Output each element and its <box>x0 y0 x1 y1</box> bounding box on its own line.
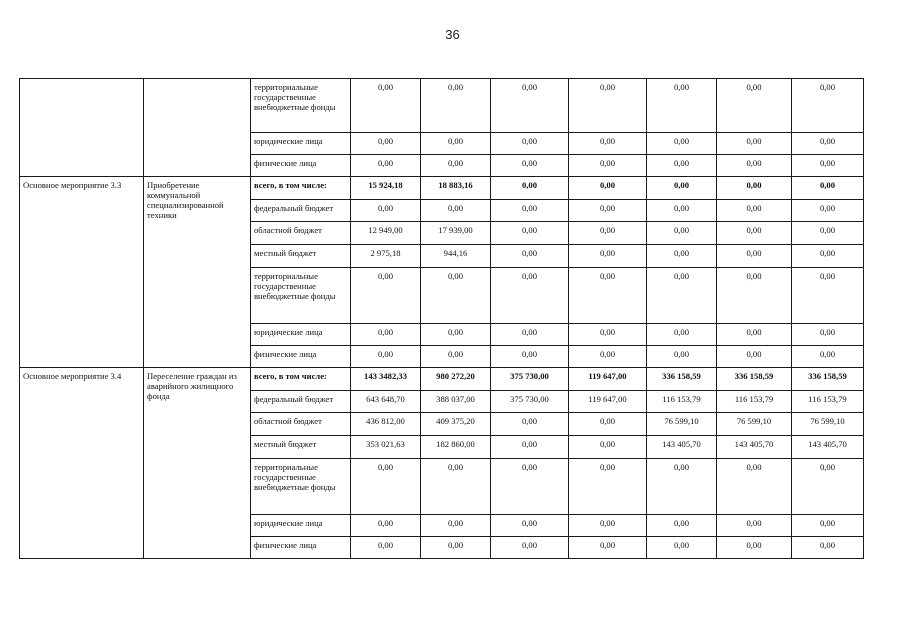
amount-cell: 0,00 <box>647 200 717 222</box>
amount-cell: 0,00 <box>792 177 864 200</box>
amount-cell: 0,00 <box>569 177 647 200</box>
amount-cell: 143 3482,33 <box>351 368 421 391</box>
amount-cell: 0,00 <box>569 459 647 515</box>
amount-cell: 0,00 <box>792 200 864 222</box>
amount-cell: 0,00 <box>717 268 792 324</box>
amount-cell: 0,00 <box>569 324 647 346</box>
activity-name-cell <box>144 79 251 177</box>
amount-cell: 0,00 <box>491 413 569 436</box>
amount-cell: 0,00 <box>569 222 647 245</box>
amount-cell: 17 939,00 <box>421 222 491 245</box>
amount-cell: 388 037,00 <box>421 391 491 413</box>
amount-cell: 0,00 <box>421 155 491 177</box>
funding-source-cell: территориальные государственные внебюджетные фонды <box>251 79 351 133</box>
funding-source-cell: юридические лица <box>251 324 351 346</box>
amount-cell: 0,00 <box>491 324 569 346</box>
amount-cell: 0,00 <box>647 79 717 133</box>
amount-cell: 0,00 <box>792 222 864 245</box>
amount-cell: 0,00 <box>351 346 421 368</box>
funding-source-cell: всего, в том числе: <box>251 368 351 391</box>
amount-cell: 0,00 <box>792 346 864 368</box>
amount-cell: 0,00 <box>421 324 491 346</box>
funding-source-cell: областной бюджет <box>251 222 351 245</box>
activity-cell: Основное мероприятие 3.4 <box>20 368 144 559</box>
amount-cell: 0,00 <box>569 245 647 268</box>
amount-cell: 336 158,59 <box>717 368 792 391</box>
amount-cell: 182 860,00 <box>421 436 491 459</box>
amount-cell: 336 158,59 <box>647 368 717 391</box>
amount-cell: 15 924,18 <box>351 177 421 200</box>
amount-cell: 116 153,79 <box>647 391 717 413</box>
amount-cell: 0,00 <box>717 537 792 559</box>
amount-cell: 0,00 <box>351 537 421 559</box>
funding-source-cell: территориальные государственные внебюджетные фонды <box>251 459 351 515</box>
amount-cell: 0,00 <box>351 79 421 133</box>
amount-cell: 0,00 <box>717 515 792 537</box>
amount-cell: 0,00 <box>792 515 864 537</box>
amount-cell: 0,00 <box>491 200 569 222</box>
amount-cell: 0,00 <box>491 177 569 200</box>
amount-cell: 0,00 <box>792 324 864 346</box>
amount-cell: 76 599,10 <box>792 413 864 436</box>
amount-cell: 0,00 <box>421 268 491 324</box>
amount-cell: 0,00 <box>491 222 569 245</box>
amount-cell: 0,00 <box>717 245 792 268</box>
amount-cell: 119 647,00 <box>569 391 647 413</box>
funding-source-cell: местный бюджет <box>251 245 351 268</box>
amount-cell: 0,00 <box>351 459 421 515</box>
amount-cell: 980 272,20 <box>421 368 491 391</box>
amount-cell: 0,00 <box>792 268 864 324</box>
amount-cell: 0,00 <box>421 346 491 368</box>
funding-source-cell: юридические лица <box>251 133 351 155</box>
activity-cell: Основное мероприятие 3.3 <box>20 177 144 368</box>
amount-cell: 0,00 <box>491 133 569 155</box>
amount-cell: 0,00 <box>569 79 647 133</box>
amount-cell: 0,00 <box>569 537 647 559</box>
amount-cell: 0,00 <box>421 133 491 155</box>
amount-cell: 0,00 <box>351 155 421 177</box>
page-number: 36 <box>445 27 460 42</box>
amount-cell: 143 405,70 <box>792 436 864 459</box>
amount-cell: 0,00 <box>421 459 491 515</box>
amount-cell: 0,00 <box>569 133 647 155</box>
amount-cell: 2 975,18 <box>351 245 421 268</box>
amount-cell: 0,00 <box>792 537 864 559</box>
amount-cell: 0,00 <box>351 515 421 537</box>
amount-cell: 0,00 <box>647 155 717 177</box>
amount-cell: 116 153,79 <box>717 391 792 413</box>
amount-cell: 0,00 <box>351 200 421 222</box>
amount-cell: 0,00 <box>491 245 569 268</box>
amount-cell: 0,00 <box>351 133 421 155</box>
amount-cell: 0,00 <box>717 459 792 515</box>
amount-cell: 0,00 <box>792 155 864 177</box>
amount-cell: 409 375,20 <box>421 413 491 436</box>
amount-cell: 944,16 <box>421 245 491 268</box>
amount-cell: 0,00 <box>647 133 717 155</box>
amount-cell: 436 812,00 <box>351 413 421 436</box>
funding-table <box>19 78 864 559</box>
amount-cell: 0,00 <box>491 537 569 559</box>
amount-cell: 0,00 <box>569 413 647 436</box>
amount-cell: 0,00 <box>647 324 717 346</box>
amount-cell: 0,00 <box>421 79 491 133</box>
amount-cell: 0,00 <box>647 222 717 245</box>
amount-cell: 0,00 <box>491 268 569 324</box>
amount-cell: 0,00 <box>717 133 792 155</box>
amount-cell: 0,00 <box>647 459 717 515</box>
amount-cell: 0,00 <box>647 177 717 200</box>
amount-cell: 0,00 <box>717 177 792 200</box>
amount-cell: 0,00 <box>569 436 647 459</box>
amount-cell: 0,00 <box>647 245 717 268</box>
amount-cell: 375 730,00 <box>491 391 569 413</box>
amount-cell: 0,00 <box>717 324 792 346</box>
amount-cell: 116 153,79 <box>792 391 864 413</box>
amount-cell: 18 883,16 <box>421 177 491 200</box>
amount-cell: 0,00 <box>647 515 717 537</box>
amount-cell: 0,00 <box>792 133 864 155</box>
amount-cell: 119 647,00 <box>569 368 647 391</box>
amount-cell: 0,00 <box>351 268 421 324</box>
amount-cell: 0,00 <box>569 200 647 222</box>
amount-cell: 0,00 <box>421 515 491 537</box>
table-row <box>20 79 864 133</box>
amount-cell: 0,00 <box>792 245 864 268</box>
amount-cell: 0,00 <box>569 515 647 537</box>
funding-source-cell: областной бюджет <box>251 413 351 436</box>
amount-cell: 0,00 <box>491 346 569 368</box>
amount-cell: 0,00 <box>717 155 792 177</box>
amount-cell: 0,00 <box>569 346 647 368</box>
funding-source-cell: всего, в том числе: <box>251 177 351 200</box>
amount-cell: 0,00 <box>491 79 569 133</box>
amount-cell: 0,00 <box>569 268 647 324</box>
amount-cell: 0,00 <box>717 79 792 133</box>
amount-cell: 336 158,59 <box>792 368 864 391</box>
amount-cell: 375 730,00 <box>491 368 569 391</box>
activity-cell <box>20 79 144 177</box>
amount-cell: 0,00 <box>569 155 647 177</box>
amount-cell: 0,00 <box>491 515 569 537</box>
amount-cell: 76 599,10 <box>717 413 792 436</box>
amount-cell: 0,00 <box>491 459 569 515</box>
funding-source-cell: территориальные государственные внебюджетные фонды <box>251 268 351 324</box>
amount-cell: 0,00 <box>792 79 864 133</box>
table-row <box>20 177 864 200</box>
funding-source-cell: федеральный бюджет <box>251 391 351 413</box>
activity-name-cell: Приобретение коммунальной специализированной техники <box>144 177 251 368</box>
amount-cell: 12 949,00 <box>351 222 421 245</box>
amount-cell: 0,00 <box>792 459 864 515</box>
amount-cell: 353 021,63 <box>351 436 421 459</box>
amount-cell: 0,00 <box>491 155 569 177</box>
amount-cell: 76 599,10 <box>647 413 717 436</box>
amount-cell: 0,00 <box>491 436 569 459</box>
funding-source-cell: физические лица <box>251 155 351 177</box>
amount-cell: 0,00 <box>717 200 792 222</box>
amount-cell: 0,00 <box>421 537 491 559</box>
amount-cell: 0,00 <box>351 324 421 346</box>
amount-cell: 0,00 <box>647 268 717 324</box>
amount-cell: 0,00 <box>647 537 717 559</box>
amount-cell: 0,00 <box>717 346 792 368</box>
funding-source-cell: юридические лица <box>251 515 351 537</box>
funding-source-cell: федеральный бюджет <box>251 200 351 222</box>
funding-source-cell: местный бюджет <box>251 436 351 459</box>
amount-cell: 143 405,70 <box>647 436 717 459</box>
amount-cell: 0,00 <box>717 222 792 245</box>
table-row <box>20 368 864 391</box>
funding-source-cell: физические лица <box>251 537 351 559</box>
activity-name-cell: Переселение граждан из аварийного жилищного фонда <box>144 368 251 559</box>
amount-cell: 0,00 <box>647 346 717 368</box>
funding-source-cell: физические лица <box>251 346 351 368</box>
amount-cell: 0,00 <box>421 200 491 222</box>
amount-cell: 143 405,70 <box>717 436 792 459</box>
amount-cell: 643 648,70 <box>351 391 421 413</box>
